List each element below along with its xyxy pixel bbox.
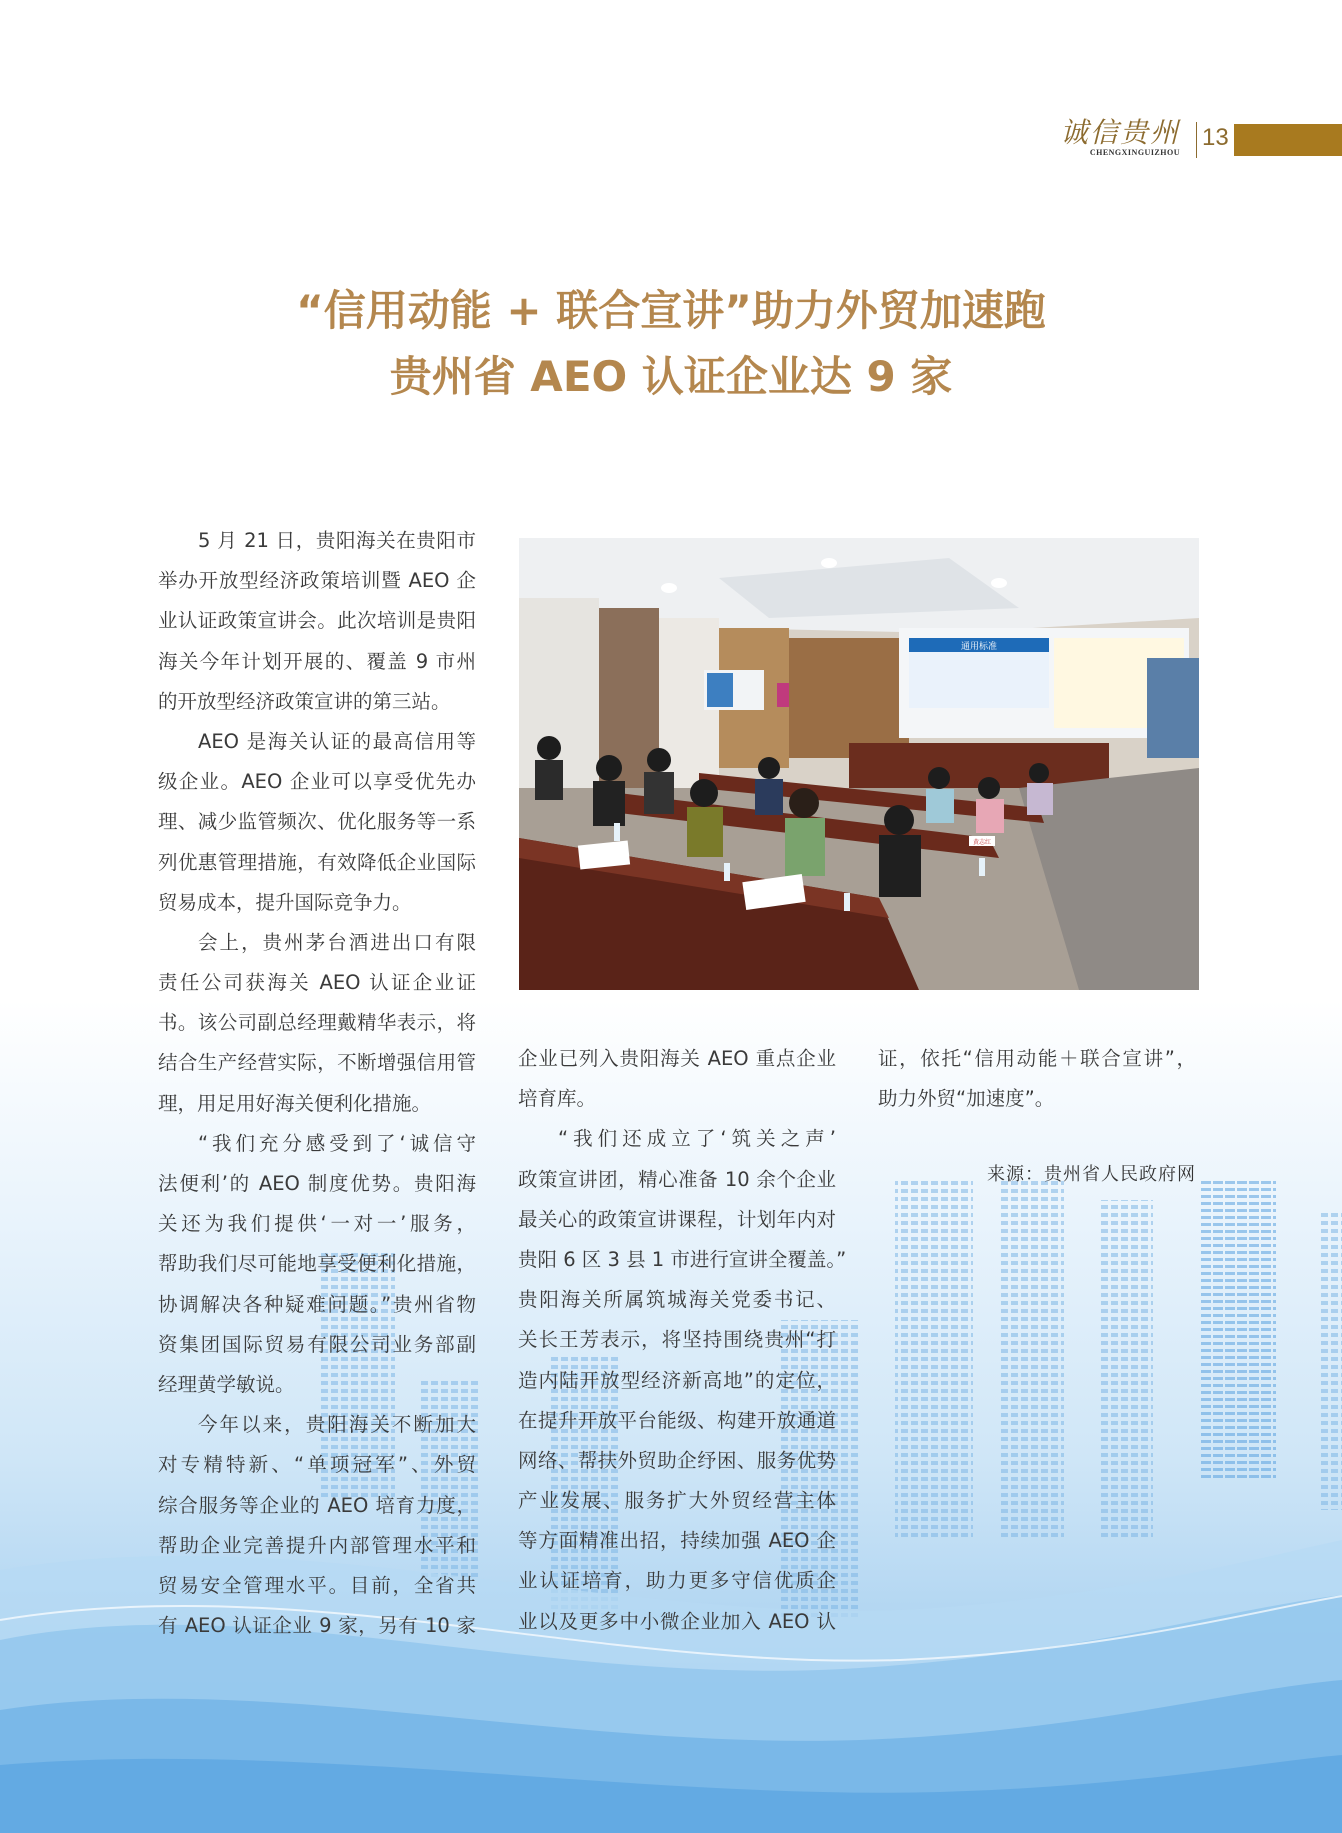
paragraph-line: 网络、帮扶外贸助企纾困、服务优势 (518, 1448, 836, 1472)
paragraph-line: 今年以来，贵阳海关不断加大 (198, 1413, 476, 1437)
paragraph-line: 企业已列入贵阳海关 AEO 重点企业 (518, 1047, 836, 1070)
article-column-3 (878, 1039, 1196, 1119)
paragraph-line: 产业发展、服务扩大外贸经营主体 (518, 1489, 836, 1513)
magazine-logo (1050, 118, 1180, 164)
paragraph-line: 在提升开放平台能级、构建开放通道 (518, 1408, 836, 1432)
paragraph-line: 贸易成本，提升国际竞争力。 (158, 890, 412, 914)
logo-subtitle: CHENGXINGUIZHOU (1089, 148, 1180, 157)
title-line-1: “信用动能 + 联合宣讲”助力外贸加速跑 (296, 286, 1046, 335)
conference-photo (519, 538, 1199, 990)
article-title (0, 278, 1342, 410)
paragraph-line: 等方面精准出招，持续加强 AEO 企 (518, 1529, 836, 1553)
paragraph-line: 级企业。AEO 企业可以享受优先办 (158, 770, 476, 794)
paragraph-line: 5 月 21 日，贵阳海关在贵阳市 (198, 529, 476, 552)
paragraph-line: 协调解决各种疑难问题。”贵州省物 (158, 1292, 476, 1316)
header-accent-bar (1234, 124, 1342, 156)
paragraph-line: 政策宣讲团，精心准备 10 余个企业 (518, 1167, 836, 1191)
paragraph-line: 法便利’的 AEO 制度优势。贵阳海 (158, 1172, 476, 1195)
paragraph-line: 贵阳海关所属筑城海关党委书记、 (518, 1288, 836, 1312)
paragraph-line: 会上，贵州茅台酒进出口有限 (198, 930, 476, 954)
paragraph-line: 经理黄学敏说。 (158, 1372, 295, 1396)
page-number: 13 (1202, 124, 1229, 151)
paragraph-line: 业认证培育，助力更多守信优质企 (518, 1569, 836, 1593)
article-column-2 (518, 1039, 847, 1642)
paragraph-line: 帮助我们尽可能地享受便利化措施， (158, 1252, 476, 1276)
paragraph-line: 关还为我们提供‘一对一’服务， (158, 1212, 476, 1236)
paragraph-line: 贵阳 6 区 3 县 1 市进行宣讲全覆盖。” (518, 1247, 847, 1271)
paragraph-line: 助力外贸“加速度”。 (878, 1087, 1055, 1111)
conference-photo-illustration (519, 538, 1199, 990)
paragraph-line: 举办开放型经济政策培训暨 AEO 企 (158, 569, 476, 593)
paragraph-line: 关长王芳表示，将坚持围绕贵州“打 (518, 1328, 836, 1352)
paragraph-line: 最关心的政策宣讲课程，计划年内对 (518, 1207, 836, 1231)
paragraph-line: AEO 是海关认证的最高信用等 (198, 729, 476, 753)
paragraph-line: “我们还成立了‘筑关之声’ (558, 1127, 836, 1151)
paragraph-line: 资集团国际贸易有限公司业务部副 (158, 1332, 476, 1356)
paragraph-line: 对专精特新、“单项冠军”、外贸 (158, 1453, 476, 1477)
screen-title: 通用标准 (960, 642, 998, 652)
paragraph-line: 业以及更多中小微企业加入 AEO 认 (518, 1609, 836, 1633)
paragraph-line: 培育库。 (518, 1087, 597, 1111)
logo-text: 诚信贵州 (1059, 116, 1180, 149)
title-line-2: 贵州省 AEO 认证企业达 9 家 (389, 352, 953, 401)
paragraph-line: 结合生产经营实际，不断增强信用管 (158, 1051, 476, 1075)
paragraph-line: 有 AEO 认证企业 9 家，另有 10 家 (158, 1614, 476, 1638)
paragraph-line: 书。该公司副总经理戴精华表示，将 (158, 1011, 476, 1035)
paragraph-line: “我们充分感受到了‘诚信守 (198, 1131, 476, 1155)
paragraph-line: 列优惠管理措施，有效降低企业国际 (158, 850, 476, 874)
article-column-1 (158, 521, 476, 1646)
paragraph-line: 贸易安全管理水平。目前，全省共 (158, 1573, 476, 1597)
paragraph-line: 责任公司获海关 AEO 认证企业证 (158, 971, 476, 995)
paragraph-line: 业认证政策宣讲会。此次培训是贵阳 (158, 609, 476, 633)
paragraph-line: 的开放型经济政策宣讲的第三站。 (158, 689, 451, 713)
article-source: 来源：贵州省人民政府网 (987, 1164, 1196, 1185)
paragraph-line: 造内陆开放型经济新高地”的定位， (518, 1368, 836, 1392)
photo-name-card: 黄志红 (972, 839, 992, 846)
paragraph-line: 综合服务等企业的 AEO 培育力度， (158, 1493, 476, 1517)
paragraph-line: 理，用足用好海关便利化措施。 (158, 1091, 432, 1115)
paragraph-line: 海关今年计划开展的、覆盖 9 市州 (158, 649, 476, 673)
header-divider (1196, 122, 1197, 158)
paragraph-line: 理、减少监管频次、优化服务等一系 (158, 810, 476, 834)
paragraph-line: 帮助企业完善提升内部管理水平和 (158, 1533, 476, 1557)
paragraph-line: 证，依托“信用动能＋联合宣讲”， (878, 1047, 1196, 1070)
